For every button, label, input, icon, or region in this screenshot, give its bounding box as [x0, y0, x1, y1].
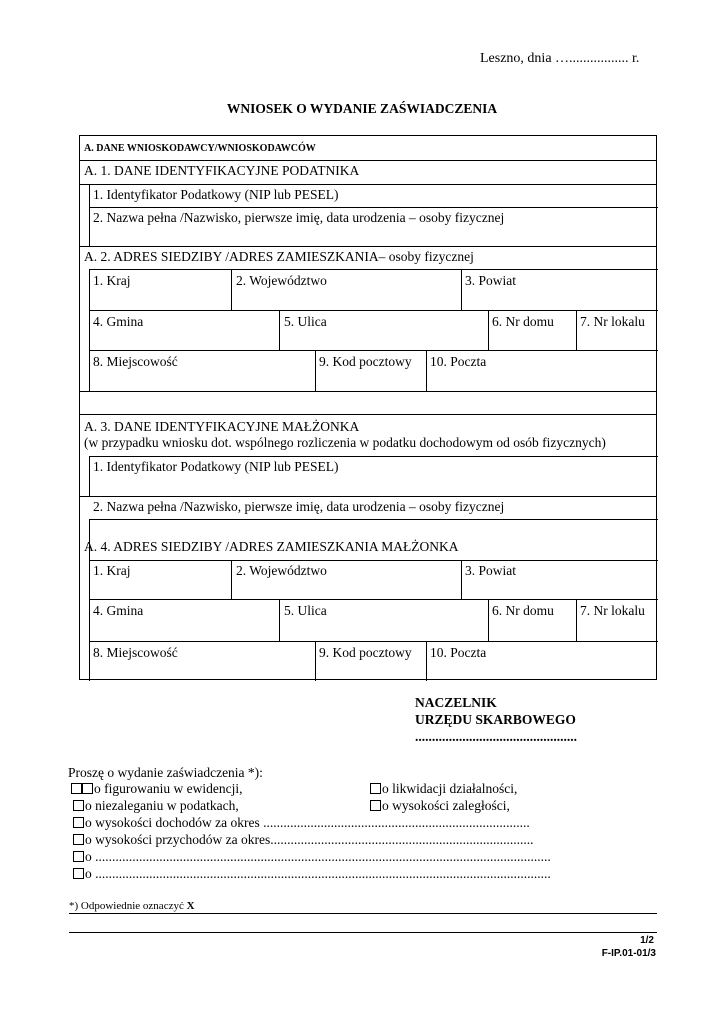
a2-city-field[interactable]: 8. Miejscowość [93, 354, 178, 369]
option-label: o wysokości dochodów za okres ............................................................................... [85, 815, 530, 830]
option-label: o ....................................................................................................................................... [85, 849, 551, 864]
form-code: F-IP.01-01/3 [601, 948, 656, 959]
request-intro: Proszę o wydanie zaświadczenia *): [68, 765, 263, 780]
a4-voivodeship-field[interactable]: 2. Województwo [236, 563, 327, 578]
a4-county-field[interactable]: 3. Powiat [465, 563, 517, 578]
a1-tax-id-field[interactable]: 1. Identyfikator Podatkowy (NIP lub PESEL) [93, 187, 339, 202]
option-no-arrears[interactable] [73, 798, 239, 814]
a3-tax-id-field[interactable]: 1. Identyfikator Podatkowy (NIP lub PESEL) [93, 459, 339, 474]
a4-country-field[interactable]: 1. Kraj [93, 563, 131, 578]
a4-title: A. 4. ADRES SIEDZIBY /ADRES ZAMIESZKANIA MAŁŻONKA [84, 539, 459, 554]
a2-post-office-field[interactable]: 10. Poczta [430, 354, 487, 369]
applicant-form-table [79, 135, 657, 680]
footer-divider [69, 913, 657, 914]
a2-voivodeship-field[interactable]: 2. Województwo [236, 273, 327, 288]
option-income-amount[interactable] [73, 815, 530, 831]
a2-street-field[interactable]: 5. Ulica [284, 314, 327, 329]
a2-country-field[interactable]: 1. Kraj [93, 273, 131, 288]
option-label: o wysokości zaległości, [382, 798, 510, 813]
footnote-text: *) Odpowiednie oznaczyć [69, 900, 187, 912]
option-other-2[interactable] [73, 866, 551, 882]
recipient-line-1: NACZELNIK [415, 695, 497, 710]
document-title: WNIOSEK O WYDANIE ZAŚWIADCZENIA [226, 101, 498, 116]
option-other-1[interactable] [73, 849, 551, 865]
a2-apartment-number-field[interactable]: 7. Nr lokalu [580, 314, 645, 329]
a4-city-field[interactable]: 8. Miejscowość [93, 645, 178, 660]
a2-postal-code-field[interactable]: 9. Kod pocztowy [319, 354, 412, 369]
a4-street-field[interactable]: 5. Ulica [284, 603, 327, 618]
option-label: o wysokości przychodów za okres.............................................................................. [85, 832, 534, 847]
recipient-line-2: URZĘDU SKARBOWEGO [415, 712, 576, 727]
a1-name-field[interactable]: 2. Nazwa pełna /Nazwisko, pierwsze imię, data urodzenia – osoby fizycznej [93, 210, 505, 225]
place-date: Leszno, dnia …................. r. [480, 51, 640, 66]
footer-divider [69, 932, 657, 933]
a2-commune-field[interactable]: 4. Gmina [93, 314, 144, 329]
option-label: o figurowaniu w ewidencji, [94, 781, 243, 796]
checkbox-icon[interactable] [370, 783, 381, 794]
option-label: o niezaleganiu w podatkach, [85, 798, 239, 813]
section-a-heading: A. DANE WNIOSKODAWCY/WNIOSKODAWCÓW [84, 143, 316, 154]
option-revenue-amount[interactable] [73, 832, 533, 848]
a2-title: A. 2. ADRES SIEDZIBY /ADRES ZAMIESZKANIA– osoby fizycznej [84, 249, 474, 264]
a4-apartment-number-field[interactable]: 7. Nr lokalu [580, 603, 645, 618]
page-number: 1/2 [640, 935, 654, 946]
option-registration[interactable] [71, 781, 242, 797]
option-liquidation[interactable] [370, 781, 517, 797]
option-arrears-amount[interactable] [370, 798, 510, 814]
a2-county-field[interactable]: 3. Powiat [465, 273, 517, 288]
footnote-mark: X [186, 900, 195, 912]
recipient-office-blank[interactable]: ................................................ [415, 729, 577, 744]
footnote [69, 900, 195, 912]
checkbox-icon[interactable] [71, 783, 82, 794]
checkbox-icon[interactable] [73, 800, 84, 811]
a4-postal-code-field[interactable]: 9. Kod pocztowy [319, 645, 412, 660]
a3-name-field[interactable]: 2. Nazwa pełna /Nazwisko, pierwsze imię, data urodzenia – osoby fizycznej [93, 499, 505, 514]
option-label: o ....................................................................................................................................... [85, 866, 551, 881]
a2-house-number-field[interactable]: 6. Nr domu [492, 314, 554, 329]
option-label: o likwidacji działalności, [382, 781, 518, 796]
a3-title: A. 3. DANE IDENTYFIKACYJNE MAŁŻONKA [84, 419, 360, 434]
recipient-block [415, 694, 577, 745]
checkbox-icon[interactable] [73, 851, 84, 862]
a1-title: A. 1. DANE IDENTYFIKACYJNE PODATNIKA [84, 163, 360, 178]
checkbox-icon[interactable] [73, 868, 84, 879]
checkbox-icon[interactable] [82, 783, 93, 794]
a4-house-number-field[interactable]: 6. Nr domu [492, 603, 554, 618]
checkbox-icon[interactable] [370, 800, 381, 811]
checkbox-icon[interactable] [73, 817, 84, 828]
a4-commune-field[interactable]: 4. Gmina [93, 603, 144, 618]
checkbox-icon[interactable] [73, 834, 84, 845]
a3-subtitle: (w przypadku wniosku dot. wspólnego rozliczenia w podatku dochodowym od osób fizycznych) [84, 435, 606, 450]
a4-post-office-field[interactable]: 10. Poczta [430, 645, 487, 660]
request-block [68, 764, 263, 781]
